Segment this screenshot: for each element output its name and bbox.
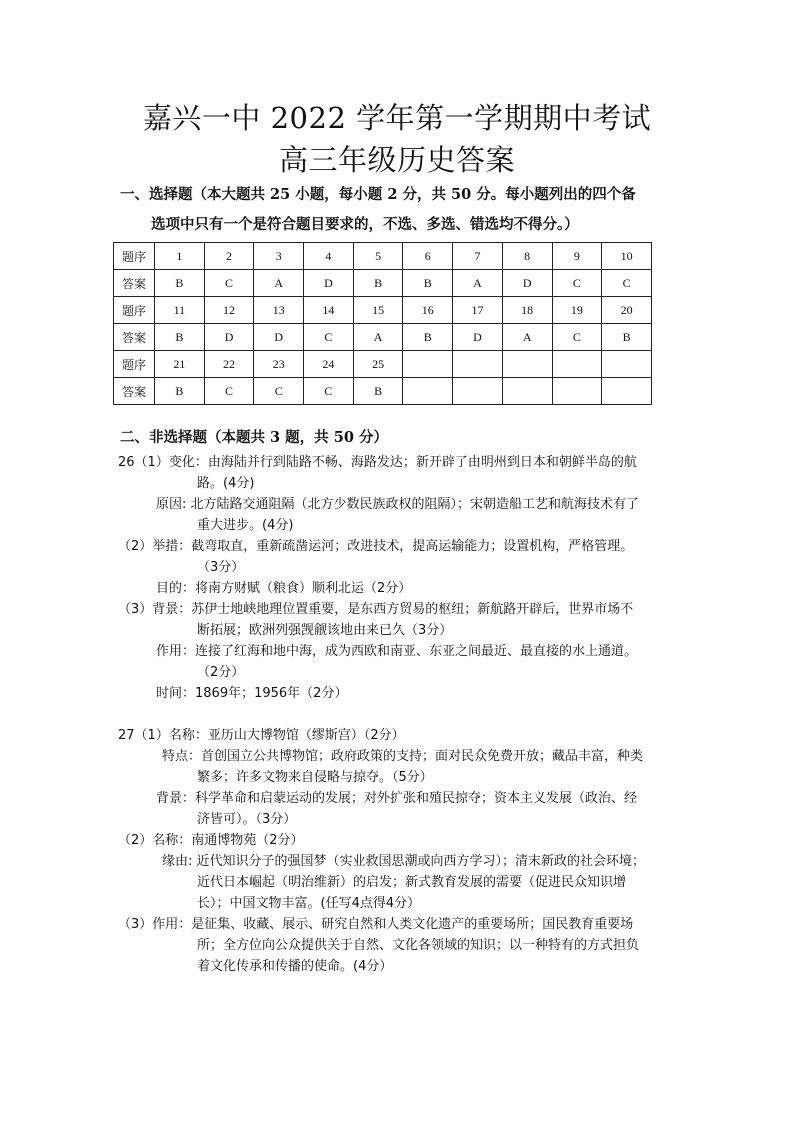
answer-cell xyxy=(453,378,503,405)
answer-cell: C xyxy=(552,324,602,351)
answer-cell: A xyxy=(254,270,304,297)
answer-cell: B xyxy=(353,270,403,297)
q26-reason-cont: 重大进步。(4分) xyxy=(197,518,294,533)
answer-cell xyxy=(502,378,552,405)
question-number-cell: 11 xyxy=(155,297,205,324)
answer-cell: D xyxy=(453,324,503,351)
question-number-cell: 18 xyxy=(502,297,552,324)
q27-role-cont2: 着文化传承和传播的使命。(4分） xyxy=(197,959,393,974)
question-header-cell: 题序 xyxy=(114,351,155,378)
answer-cell: C xyxy=(304,378,354,405)
answer-cell xyxy=(602,378,652,405)
section1-line1: 一、选择题（本大题共 25 小题，每小题 2 分，共 50 分。每小题列出的四个备 xyxy=(120,186,636,203)
answer-cell xyxy=(552,378,602,405)
question-number-row xyxy=(114,243,652,270)
q26-change: 26（1）变化：由海陆并行到陆路不畅、海路发达；新开辟了由明州到日本和朝鲜半岛的航 xyxy=(118,455,637,470)
answer-header-cell: 答案 xyxy=(114,324,155,351)
q26-measures: （2）举措：截弯取直，重新疏凿运河；改进技术，提高运输能力；设置机构，严格管理。 xyxy=(118,539,634,554)
question-number-cell: 25 xyxy=(353,351,403,378)
q27-background-cont: 济皆可）。（3分） xyxy=(197,812,297,827)
q26-background: （3）背景：苏伊士地峡地理位置重要，是东西方贸易的枢纽；新航路开辟后，世界市场不 xyxy=(118,602,634,617)
q27-name: 27（1）名称：亚历山大博物馆（缪斯宫）（2分） xyxy=(118,728,405,743)
question-number-cell xyxy=(403,351,453,378)
q26-reason: 原因: 北方陆路交通阻隔（北方少数民族政权的阻隔）；宋朝造船工艺和航海技术有了 xyxy=(156,497,640,512)
question-number-cell: 4 xyxy=(304,243,354,270)
answer-row xyxy=(114,378,652,405)
answer-cell: B xyxy=(155,270,205,297)
question-number-cell: 5 xyxy=(353,243,403,270)
question-number-cell: 22 xyxy=(204,351,254,378)
answer-cell: B xyxy=(155,378,205,405)
question-number-cell: 1 xyxy=(155,243,205,270)
q27-reason-cont: 近代日本崛起（明治维新）的启发；新式教育发展的需要（促进民众知识增 xyxy=(197,875,627,890)
answer-cell: B xyxy=(155,324,205,351)
q26-purpose: 目的：将南方财赋（粮食）顺利北运（2分） xyxy=(156,581,412,596)
q27-role: （3）作用：是征集、收藏、展示、研究自然和人类文化遗产的重要场所；国民教育重要场 xyxy=(118,917,634,932)
q27-features: 特点：首创国立公共博物馆；政府政策的支持；面对民众免费开放；藏品丰富，种类 xyxy=(162,749,644,764)
question-number-cell xyxy=(502,351,552,378)
question-number-cell: 10 xyxy=(602,243,652,270)
q27-features-cont: 繁多；许多文物来自侵略与掠夺。（5分） xyxy=(197,770,433,785)
answer-cell: B xyxy=(403,324,453,351)
q26-measures-cont: （3分） xyxy=(197,560,245,575)
question-number-cell xyxy=(602,351,652,378)
section1-instructions xyxy=(120,180,690,240)
question-number-cell: 15 xyxy=(353,297,403,324)
question-number-cell: 7 xyxy=(453,243,503,270)
answer-header-cell: 答案 xyxy=(114,378,155,405)
section2-heading: 二、非选择题（本题共 3 题，共 50 分） xyxy=(120,429,388,446)
question-number-cell: 19 xyxy=(552,297,602,324)
answer-cell: D xyxy=(204,324,254,351)
q27-name2: （2）名称：南通博物苑（2分） xyxy=(118,833,304,848)
answer-table xyxy=(113,242,652,405)
q26-time: 时间：1869年；1956年（2分） xyxy=(156,686,348,701)
answer-cell xyxy=(403,378,453,405)
q26-change-cont: 路。(4分) xyxy=(197,476,255,491)
q26-effect: 作用：连接了红海和地中海，成为西欧和南亚、东亚之间最近、最直接的水上通道。 xyxy=(156,644,638,659)
question-number-cell: 8 xyxy=(502,243,552,270)
question-number-cell: 17 xyxy=(453,297,503,324)
answer-cell: B xyxy=(602,324,652,351)
answer-header-cell: 答案 xyxy=(114,270,155,297)
answer-cell: D xyxy=(254,324,304,351)
q27-reason: 缘由: 近代知识分子的强国梦（实业救国思潮或向西方学习）；清末新政的社会环境； xyxy=(162,854,646,869)
q27-reason-cont2: 长）；中国文物丰富。(任写4点得4分） xyxy=(197,896,421,911)
answer-cell: A xyxy=(453,270,503,297)
question-number-cell: 3 xyxy=(254,243,304,270)
answer-cell: C xyxy=(254,378,304,405)
question-number-cell xyxy=(453,351,503,378)
answer-row xyxy=(114,270,652,297)
answer-cell: C xyxy=(304,324,354,351)
question-number-cell: 2 xyxy=(204,243,254,270)
answer-cell: B xyxy=(403,270,453,297)
question-number-cell: 13 xyxy=(254,297,304,324)
answer-row xyxy=(114,324,652,351)
q27-role-cont: 所；全方位向公众提供关于自然、文化各领域的知识；以一种特有的方式担负 xyxy=(197,938,640,953)
q27-background: 背景：科学革命和启蒙运动的发展；对外扩张和殖民掠夺；资本主义发展（政治、经 xyxy=(156,791,638,806)
answer-cell: C xyxy=(204,378,254,405)
question-number-cell: 9 xyxy=(552,243,602,270)
answer-cell: D xyxy=(304,270,354,297)
answer-cell: B xyxy=(353,378,403,405)
answer-cell: D xyxy=(502,270,552,297)
question-number-cell: 24 xyxy=(304,351,354,378)
exam-subtitle: 高三年级历史答案 xyxy=(278,143,515,177)
question-header-cell: 题序 xyxy=(114,297,155,324)
q26-effect-cont: （2分） xyxy=(197,665,245,680)
question-number-row xyxy=(114,297,652,324)
question-number-cell: 23 xyxy=(254,351,304,378)
question-header-cell: 题序 xyxy=(114,243,155,270)
question-number-row xyxy=(114,351,652,378)
answer-cell: C xyxy=(602,270,652,297)
question-number-cell: 6 xyxy=(403,243,453,270)
question-number-cell: 14 xyxy=(304,297,354,324)
answer-cell: A xyxy=(502,324,552,351)
question-number-cell: 16 xyxy=(403,297,453,324)
answer-cell: C xyxy=(204,270,254,297)
exam-title: 嘉兴一中 2022 学年第一学期期中考试 xyxy=(142,101,652,135)
question-number-cell xyxy=(552,351,602,378)
section1-line2: 选项中只有一个是符合题目要求的，不选、多选、错选均不得分。） xyxy=(151,216,579,233)
answer-cell: A xyxy=(353,324,403,351)
answer-cell: C xyxy=(552,270,602,297)
question-number-cell: 12 xyxy=(204,297,254,324)
q26-background-cont: 断拓展；欧洲列强觊觎该地由来已久（3分） xyxy=(197,623,453,638)
question-number-cell: 21 xyxy=(155,351,205,378)
question-number-cell: 20 xyxy=(602,297,652,324)
